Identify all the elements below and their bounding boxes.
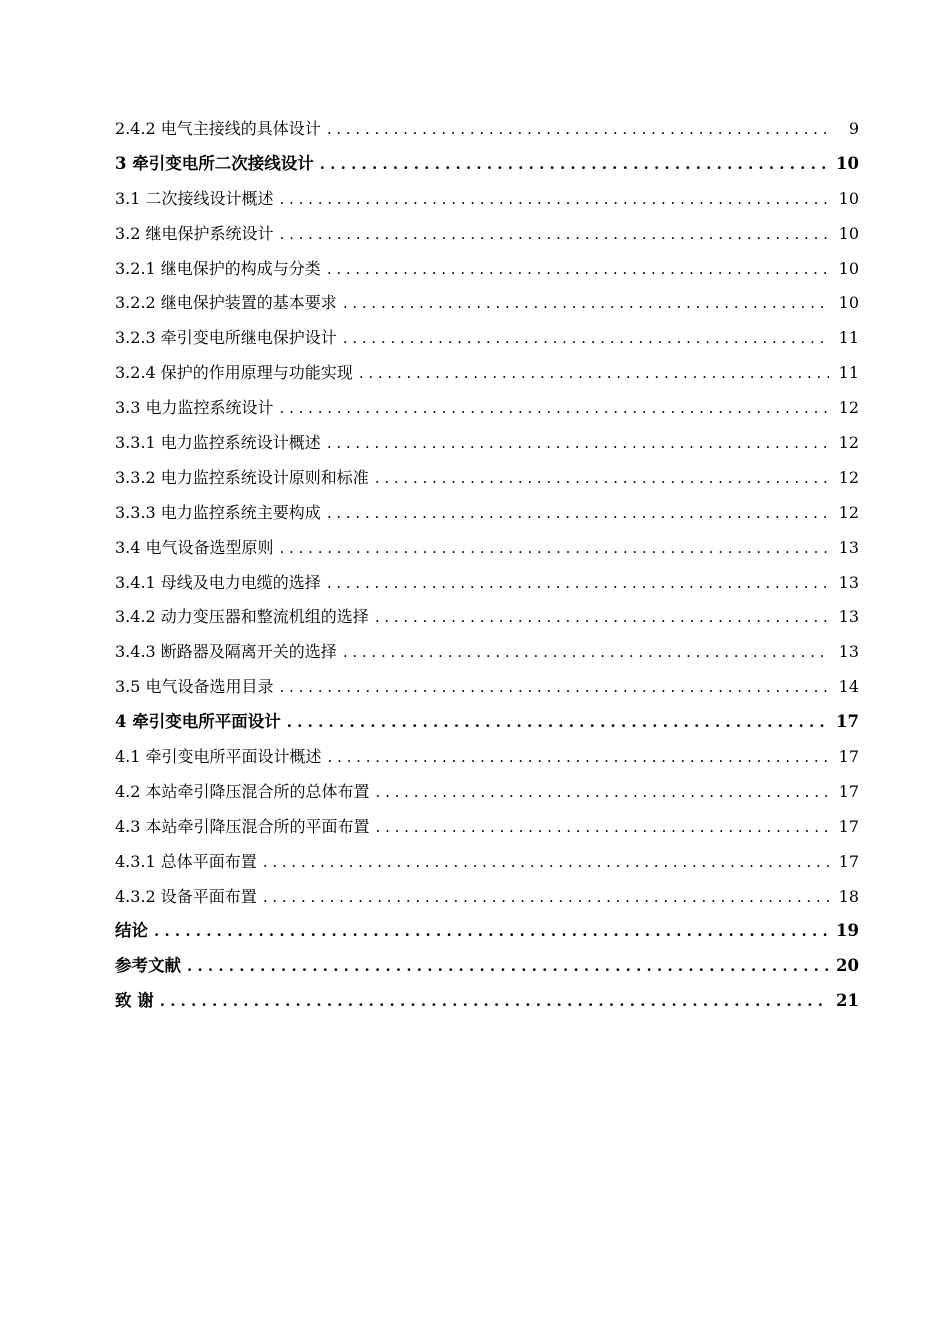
- toc-entry-label: 3.2.2 继电保护装置的基本要求: [115, 293, 337, 313]
- toc-entry-label: 致 谢: [115, 991, 154, 1011]
- toc-entry-page: 10: [838, 223, 859, 243]
- toc-entry[interactable]: [115, 670, 859, 705]
- toc-entry-page: 13: [838, 572, 859, 592]
- toc-leader-dots: [327, 426, 829, 461]
- toc-entry-page: 10: [838, 293, 859, 313]
- toc-entry[interactable]: [115, 845, 859, 880]
- toc-leader-dots: [160, 984, 829, 1019]
- toc-entry-label: 3.2.4 保护的作用原理与功能实现: [115, 363, 353, 383]
- toc-entry-label: 4.3.2 设备平面布置: [115, 886, 257, 906]
- toc-entry-label: 参考文献: [115, 956, 181, 976]
- toc-entry-label: 3.2.1 继电保护的构成与分类: [115, 258, 321, 278]
- toc-entry-page: 10: [836, 153, 859, 173]
- toc-leader-dots: [327, 566, 829, 601]
- toc-entry[interactable]: [115, 286, 859, 321]
- toc-entry-label: 4.3.1 总体平面布置: [115, 851, 257, 871]
- toc-leader-dots: [327, 112, 829, 147]
- toc-entry[interactable]: [115, 880, 859, 915]
- toc-leader-dots: [343, 321, 829, 356]
- toc-entry-page: 12: [838, 502, 859, 522]
- toc-leader-dots: [287, 705, 829, 740]
- toc-entry-label: 3.2.3 牵引变电所继电保护设计: [115, 328, 337, 348]
- toc-entry-label: 4.1 牵引变电所平面设计概述: [115, 747, 322, 767]
- toc-entry-page: 12: [838, 398, 859, 418]
- toc-entry-label: 3.5 电气设备选用目录: [115, 677, 274, 697]
- toc-leader-dots: [375, 600, 829, 635]
- toc-entry-page: 9: [848, 119, 859, 138]
- toc-entry-page: 14: [838, 677, 859, 697]
- toc-entry-page: 13: [838, 607, 859, 627]
- toc-entry-label: 3.3.1 电力监控系统设计概述: [115, 433, 321, 453]
- toc-entry[interactable]: [115, 252, 859, 287]
- toc-entry-page: 10: [838, 258, 859, 278]
- toc-leader-dots: [280, 531, 829, 566]
- toc-leader-dots: [328, 740, 829, 775]
- toc-entry-label: 3.4.2 动力变压器和整流机组的选择: [115, 607, 369, 627]
- toc-entry-label: 4.3 本站牵引降压混合所的平面布置: [115, 816, 370, 836]
- toc-entry[interactable]: [115, 391, 859, 426]
- toc-entry-label: 3.4 电气设备选型原则: [115, 537, 274, 557]
- toc-entry-page: 17: [838, 781, 859, 801]
- toc-entry-label: 2.4.2 电气主接线的具体设计: [115, 119, 321, 138]
- toc-entry-label: 4.2 本站牵引降压混合所的总体布置: [115, 781, 370, 801]
- toc-entry[interactable]: [115, 775, 859, 810]
- toc-entry-label: 4 牵引变电所平面设计: [115, 712, 281, 732]
- toc-entry[interactable]: [115, 426, 859, 461]
- toc-leader-dots: [280, 182, 829, 217]
- toc-entry-page: 17: [836, 712, 859, 732]
- toc-leader-dots: [359, 356, 829, 391]
- toc-entry-label: 3.2 继电保护系统设计: [115, 223, 274, 243]
- toc-leader-dots: [327, 252, 829, 287]
- toc-entry-page: 17: [838, 747, 859, 767]
- toc-entry[interactable]: [115, 182, 859, 217]
- toc-entry[interactable]: [115, 461, 859, 496]
- toc-entry[interactable]: [115, 566, 859, 601]
- toc-leader-dots: [280, 670, 829, 705]
- toc-entry[interactable]: [115, 356, 859, 391]
- toc-leader-dots: [263, 880, 829, 915]
- toc-entry[interactable]: [115, 496, 859, 531]
- table-of-contents: [115, 112, 859, 1019]
- toc-leader-dots: [375, 461, 829, 496]
- toc-entry-label: 结论: [115, 921, 148, 941]
- toc-chapter-entry[interactable]: [115, 147, 859, 182]
- toc-leader-dots: [343, 286, 829, 321]
- toc-entry-page: 10: [838, 188, 859, 208]
- toc-entry[interactable]: [115, 810, 859, 845]
- toc-leader-dots: [376, 810, 829, 845]
- toc-chapter-entry[interactable]: [115, 949, 859, 984]
- toc-entry-page: 11: [838, 363, 859, 383]
- toc-entry-page: 20: [836, 956, 859, 976]
- toc-entry-label: 3.4.3 断路器及隔离开关的选择: [115, 642, 337, 662]
- toc-entry-label: 3.4.1 母线及电力电缆的选择: [115, 572, 321, 592]
- toc-entry[interactable]: [115, 600, 859, 635]
- toc-entry[interactable]: [115, 740, 859, 775]
- toc-entry[interactable]: [115, 112, 859, 147]
- toc-entry-page: 12: [838, 467, 859, 487]
- toc-entry-label: 3.3.2 电力监控系统设计原则和标准: [115, 467, 369, 487]
- toc-entry-page: 11: [838, 328, 859, 348]
- toc-chapter-entry[interactable]: [115, 914, 859, 949]
- toc-leader-dots: [320, 147, 829, 182]
- toc-entry-label: 3.1 二次接线设计概述: [115, 188, 274, 208]
- toc-entry[interactable]: [115, 531, 859, 566]
- toc-leader-dots: [280, 391, 829, 426]
- toc-leader-dots: [327, 496, 829, 531]
- toc-entry-page: 19: [836, 921, 859, 941]
- toc-entry-label: 3.3.3 电力监控系统主要构成: [115, 502, 321, 522]
- toc-entry[interactable]: [115, 321, 859, 356]
- toc-entry-page: 12: [838, 433, 859, 453]
- toc-leader-dots: [376, 775, 829, 810]
- toc-entry-page: 18: [838, 886, 859, 906]
- toc-entry-page: 21: [836, 991, 859, 1011]
- toc-leader-dots: [343, 635, 829, 670]
- toc-entry[interactable]: [115, 217, 859, 252]
- toc-leader-dots: [154, 914, 829, 949]
- toc-entry[interactable]: [115, 635, 859, 670]
- toc-entry-page: 13: [838, 642, 859, 662]
- toc-chapter-entry[interactable]: [115, 705, 859, 740]
- toc-leader-dots: [280, 217, 829, 252]
- toc-entry-label: 3.3 电力监控系统设计: [115, 398, 274, 418]
- toc-leader-dots: [187, 949, 829, 984]
- toc-leader-dots: [263, 845, 829, 880]
- toc-chapter-entry[interactable]: [115, 984, 859, 1019]
- toc-entry-label: 3 牵引变电所二次接线设计: [115, 153, 314, 173]
- toc-entry-page: 17: [838, 851, 859, 871]
- toc-entry-page: 17: [838, 816, 859, 836]
- toc-entry-page: 13: [838, 537, 859, 557]
